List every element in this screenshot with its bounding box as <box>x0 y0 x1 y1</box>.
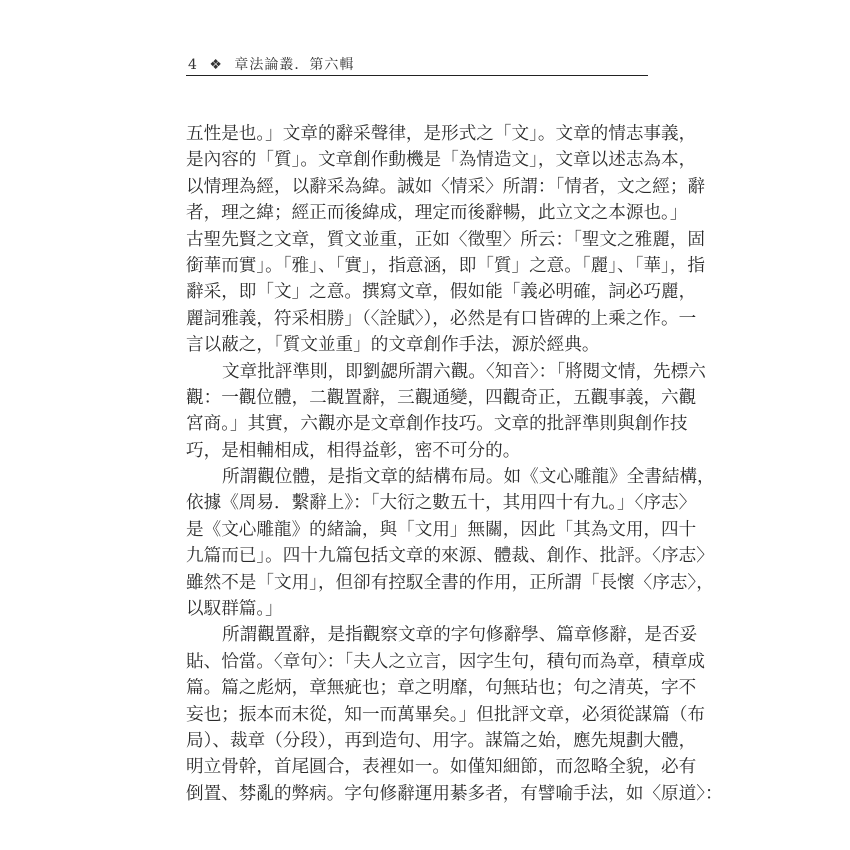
text-line: 巧，是相輔相成，相得益彰，密不可分的。 <box>186 440 521 461</box>
text-line: 依據《周易．繫辭上》：「大衍之數五十，其用四十有九。」〈序志〉 <box>186 493 697 514</box>
text-line: 貼、恰當。〈章句〉：「夫人之立言，因字生句，積句而為章，積章成 <box>186 651 706 672</box>
text-line: 五性是也。」文章的辭采聲律，是形式之「文」。文章的情志事義， <box>186 124 697 144</box>
header-rule <box>186 75 648 76</box>
paragraph <box>186 359 706 465</box>
text-line: 言以蔽之，「質文並重」的文章創作手法，源於經典。 <box>186 335 600 356</box>
text-line: 篇。篇之彪炳，章無疵也；章之明靡，句無玷也；句之清英，字不 <box>186 678 697 699</box>
text-line: 雖然不是「文用」，但卻有控馭全書的作用，正所謂「長懷〈序志〉， <box>186 572 714 593</box>
text-line: 是《文心雕龍》的緒論，與「文用」無關，因此「其為文用，四十 <box>186 519 697 540</box>
text-line: 明立骨幹，首尾圓合，表裡如一。如僅知細節，而忽略全貌，必有 <box>186 757 697 778</box>
text-line: 是內容的「質」。文章創作動機是「為情造文」，文章以述志為本， <box>186 150 697 171</box>
paragraph <box>186 121 706 359</box>
text-line: 麗詞雅義，符采相勝」（〈詮賦〉），必然是有口皆碑的上乘之作。一 <box>186 308 697 329</box>
text-line: 辭采，即「文」之意。撰寫文章，假如能「義必明確，詞必巧麗， <box>186 282 697 303</box>
text-line: 以馭群篇。」 <box>186 599 283 620</box>
ornament-icon: ❖ <box>209 57 223 73</box>
running-header <box>188 54 360 74</box>
paragraph <box>186 622 723 807</box>
text-line: 妄也；振本而末從，知一而萬畢矣。」但批評文章，必須從謀篇（布 <box>186 704 706 725</box>
body-text <box>186 121 723 807</box>
text-line: 倒置、棼亂的弊病。字句修辭運用綦多者，有譬喻手法，如〈原道〉： <box>186 783 723 804</box>
paragraph <box>186 464 715 622</box>
text-line: 文章批評準則，即劉勰所謂六觀。〈知音〉：「將閱文情，先標六 <box>222 361 706 382</box>
text-line: 者，理之緯；經正而後緯成，理定而後辭暢，此立文之本源也。」 <box>186 203 688 224</box>
text-line: 銜華而實」。「雅」、「實」，指意涵，即「質」之意。「麗」、「華」，指 <box>186 255 705 276</box>
page-number: 4 <box>188 57 198 73</box>
text-line: 所謂觀位體，是指文章的結構布局。如《文心雕龍》全書結構， <box>222 467 715 488</box>
running-title: 章法論叢．第六輯 <box>234 57 355 73</box>
text-line: 觀：一觀位體，二觀置辭，三觀通變，四觀奇正，五觀事義，六觀 <box>186 387 697 408</box>
text-line: 宮商。」其實，六觀亦是文章創作技巧。文章的批評準則與創作技 <box>186 414 688 435</box>
text-line: 以情理為經，以辭采為緯。誠如〈情采〉所謂：「情者，文之經；辭 <box>186 176 706 197</box>
text-line: 九篇而已」。四十九篇包括文章的來源、體裁、創作、批評。〈序志〉 <box>186 546 714 567</box>
text-line: 局）、裁章（分段），再到造句、用字。謀篇之始，應先規劃大體， <box>186 730 697 751</box>
text-line: 古聖先賢之文章，質文並重，正如〈徵聖〉所云：「聖文之雅麗，固 <box>186 229 706 250</box>
text-line: 所謂觀置辭，是指觀察文章的字句修辭學、篇章修辭，是否妥 <box>222 625 698 646</box>
